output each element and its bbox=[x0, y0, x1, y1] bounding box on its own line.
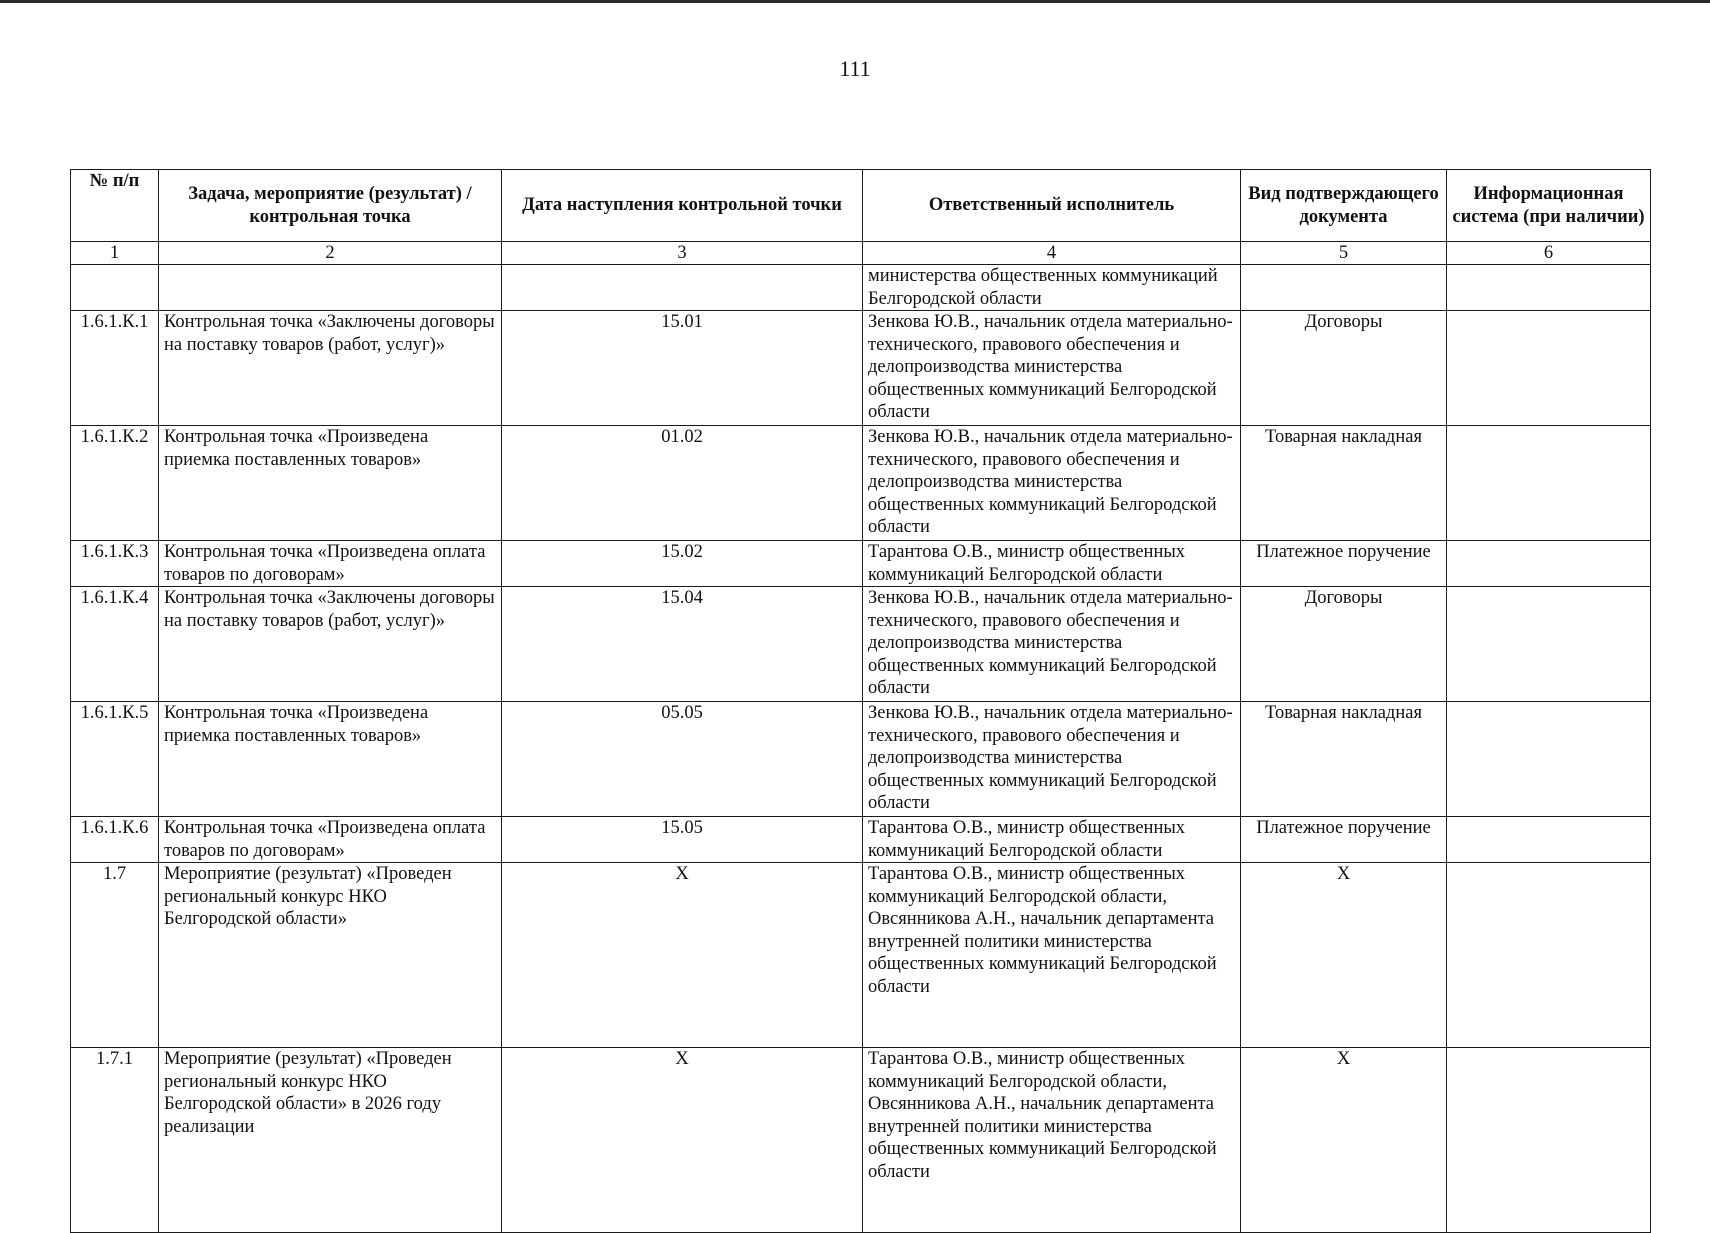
row-info-system bbox=[1447, 1048, 1651, 1233]
header-executor: Ответственный исполнитель bbox=[863, 170, 1241, 242]
row-executor: Зенкова Ю.В., начальник отдела материально-технического, правового обеспечения и делопроизводства министерства общественных коммуникаций Белгородской области bbox=[863, 587, 1241, 702]
table-row bbox=[71, 702, 1651, 817]
row-number: 1.6.1.К.4 bbox=[71, 587, 159, 702]
control-points-table bbox=[70, 169, 1651, 1233]
row-task: Контрольная точка «Произведена оплата товаров по договорам» bbox=[159, 541, 502, 587]
row-document-type: Товарная накладная bbox=[1241, 702, 1447, 817]
row-task: Контрольная точка «Заключены договоры на поставку товаров (работ, услуг)» bbox=[159, 587, 502, 702]
row-date: 01.02 bbox=[502, 426, 863, 541]
row-info-system bbox=[1447, 587, 1651, 702]
page-number: 111 bbox=[839, 56, 871, 81]
column-number: 4 bbox=[863, 242, 1241, 265]
row-info-system bbox=[1447, 702, 1651, 817]
row-document-type: X bbox=[1241, 863, 1447, 1048]
table-row bbox=[71, 817, 1651, 863]
table-row bbox=[71, 1048, 1651, 1233]
header-number: № п/п bbox=[71, 170, 159, 242]
row-number: 1.6.1.К.3 bbox=[71, 541, 159, 587]
header-task: Задача, мероприятие (результат) / контрольная точка bbox=[159, 170, 502, 242]
row-executor: Тарантова О.В., министр общественных коммуникаций Белгородской области, Овсянникова А.Н., начальник департамента внутренней политики министерства общественных коммуникаций Белгородской области bbox=[863, 1048, 1241, 1233]
row-task: Контрольная точка «Произведена оплата товаров по договорам» bbox=[159, 817, 502, 863]
row-info-system bbox=[1447, 426, 1651, 541]
table-header-row bbox=[71, 170, 1651, 242]
row-number: 1.6.1.К.2 bbox=[71, 426, 159, 541]
row-executor: Тарантова О.В., министр общественных коммуникаций Белгородской области, Овсянникова А.Н., начальник департамента внутренней политики министерства общественных коммуникаций Белгородской области bbox=[863, 863, 1241, 1048]
row-document-type bbox=[1241, 265, 1447, 311]
header-document-type: Вид подтверждающего документа bbox=[1241, 170, 1447, 242]
column-numbers-row bbox=[71, 242, 1651, 265]
row-number: 1.7.1 bbox=[71, 1048, 159, 1233]
row-date: X bbox=[502, 863, 863, 1048]
scan-edge-line bbox=[0, 0, 1710, 3]
row-task: Контрольная точка «Заключены договоры на поставку товаров (работ, услуг)» bbox=[159, 311, 502, 426]
row-info-system bbox=[1447, 265, 1651, 311]
row-number: 1.6.1.К.5 bbox=[71, 702, 159, 817]
row-task: Мероприятие (результат) «Проведен региональный конкурс НКО Белгородской области» в 2026 году реализации bbox=[159, 1048, 502, 1233]
row-info-system bbox=[1447, 541, 1651, 587]
row-task bbox=[159, 265, 502, 311]
row-document-type: Товарная накладная bbox=[1241, 426, 1447, 541]
column-number: 6 bbox=[1447, 242, 1651, 265]
row-number bbox=[71, 265, 159, 311]
row-task: Контрольная точка «Произведена приемка поставленных товаров» bbox=[159, 702, 502, 817]
table-row bbox=[71, 541, 1651, 587]
row-date: 15.02 bbox=[502, 541, 863, 587]
column-number: 5 bbox=[1241, 242, 1447, 265]
row-number: 1.7 bbox=[71, 863, 159, 1048]
column-number: 2 bbox=[159, 242, 502, 265]
header-date: Дата наступления контрольной точки bbox=[502, 170, 863, 242]
row-date: 15.05 bbox=[502, 817, 863, 863]
row-date: X bbox=[502, 1048, 863, 1233]
table-row bbox=[71, 426, 1651, 541]
row-date: 05.05 bbox=[502, 702, 863, 817]
row-document-type: Платежное поручение bbox=[1241, 541, 1447, 587]
column-number: 1 bbox=[71, 242, 159, 265]
row-date bbox=[502, 265, 863, 311]
row-document-type: Договоры bbox=[1241, 311, 1447, 426]
row-date: 15.01 bbox=[502, 311, 863, 426]
header-info-system: Информационная система (при наличии) bbox=[1447, 170, 1651, 242]
row-executor: министерства общественных коммуникаций Белгородской области bbox=[863, 265, 1241, 311]
table-row bbox=[71, 587, 1651, 702]
row-executor: Тарантова О.В., министр общественных коммуникаций Белгородской области bbox=[863, 817, 1241, 863]
table-row bbox=[71, 265, 1651, 311]
row-executor: Зенкова Ю.В., начальник отдела материально-технического, правового обеспечения и делопроизводства министерства общественных коммуникаций Белгородской области bbox=[863, 702, 1241, 817]
row-info-system bbox=[1447, 311, 1651, 426]
row-executor: Зенкова Ю.В., начальник отдела материально-технического, правового обеспечения и делопроизводства министерства общественных коммуникаций Белгородской области bbox=[863, 311, 1241, 426]
row-info-system bbox=[1447, 817, 1651, 863]
row-date: 15.04 bbox=[502, 587, 863, 702]
row-document-type: Платежное поручение bbox=[1241, 817, 1447, 863]
row-task: Мероприятие (результат) «Проведен региональный конкурс НКО Белгородской области» bbox=[159, 863, 502, 1048]
row-document-type: Договоры bbox=[1241, 587, 1447, 702]
row-executor: Тарантова О.В., министр общественных коммуникаций Белгородской области bbox=[863, 541, 1241, 587]
row-number: 1.6.1.К.6 bbox=[71, 817, 159, 863]
row-info-system bbox=[1447, 863, 1651, 1048]
table-row bbox=[71, 311, 1651, 426]
row-executor: Зенкова Ю.В., начальник отдела материально-технического, правового обеспечения и делопроизводства министерства общественных коммуникаций Белгородской области bbox=[863, 426, 1241, 541]
row-document-type: X bbox=[1241, 1048, 1447, 1233]
column-number: 3 bbox=[502, 242, 863, 265]
table-row bbox=[71, 863, 1651, 1048]
row-number: 1.6.1.К.1 bbox=[71, 311, 159, 426]
row-task: Контрольная точка «Произведена приемка поставленных товаров» bbox=[159, 426, 502, 541]
